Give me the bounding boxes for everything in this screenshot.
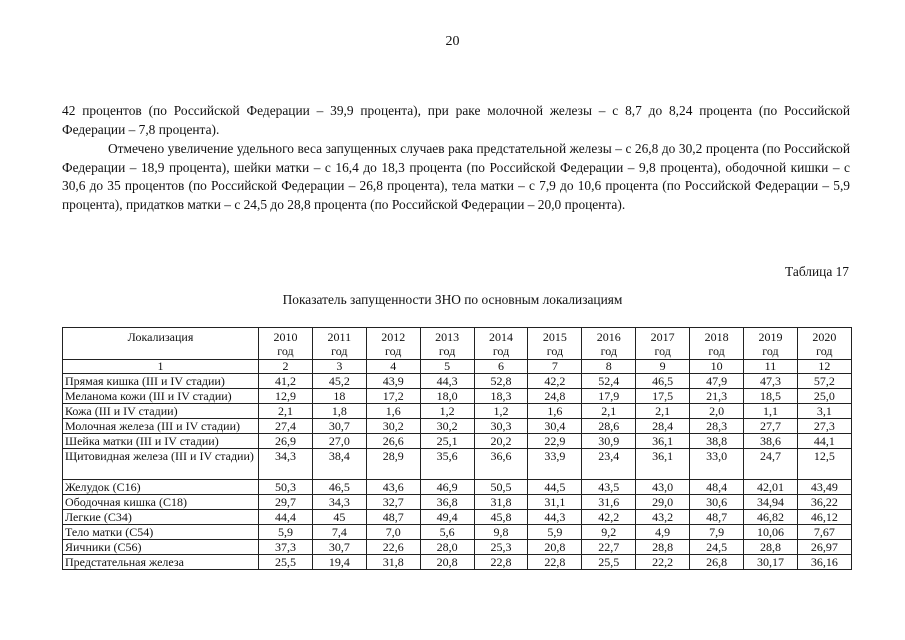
table-cell: 38,8 — [690, 434, 744, 449]
table-cell: 29,7 — [259, 495, 313, 510]
year-label: 2012 — [381, 330, 406, 344]
table-cell: 27,4 — [259, 419, 313, 434]
table-cell: 22,8 — [474, 555, 528, 570]
table-cell: 30,17 — [744, 555, 798, 570]
table-cell: 28,6 — [582, 419, 636, 434]
table-cell: 49,4 — [420, 510, 474, 525]
table-cell: 44,4 — [259, 510, 313, 525]
table-row — [63, 495, 852, 510]
table-cell: 30,7 — [312, 419, 366, 434]
table-cell: 38,6 — [744, 434, 798, 449]
table-cell: 30,4 — [528, 419, 582, 434]
row-label: Кожа (III и IV стадии) — [63, 404, 259, 419]
table-cell: 43,49 — [797, 480, 851, 495]
row-label: Ободочная кишка (С18) — [63, 495, 259, 510]
table-cell: 27,7 — [744, 419, 798, 434]
table-row — [63, 404, 852, 419]
column-header-localization: Локализация — [63, 328, 259, 360]
table-cell: 22,7 — [582, 540, 636, 555]
table-cell: 18,3 — [474, 389, 528, 404]
table-cell: 1,8 — [312, 404, 366, 419]
table-cell: 17,5 — [636, 389, 690, 404]
column-header-year — [259, 328, 313, 360]
body-text — [62, 102, 850, 215]
table-cell: 2,1 — [582, 404, 636, 419]
column-header-year — [366, 328, 420, 360]
table-cell: 4,9 — [636, 525, 690, 540]
table-cell: 26,8 — [690, 555, 744, 570]
column-number: 2 — [259, 360, 313, 374]
table-row — [63, 374, 852, 389]
table-cell: 18,5 — [744, 389, 798, 404]
table-cell: 45 — [312, 510, 366, 525]
table-cell: 2,0 — [690, 404, 744, 419]
table-cell: 36,16 — [797, 555, 851, 570]
table-cell: 26,97 — [797, 540, 851, 555]
table-row — [63, 434, 852, 449]
table-cell: 19,4 — [312, 555, 366, 570]
table-cell: 43,9 — [366, 374, 420, 389]
table-cell: 25,0 — [797, 389, 851, 404]
table-cell: 7,9 — [690, 525, 744, 540]
table-cell: 34,3 — [259, 449, 313, 480]
table-cell: 24,5 — [690, 540, 744, 555]
table-cell: 37,3 — [259, 540, 313, 555]
table-cell: 10,06 — [744, 525, 798, 540]
table-cell: 24,7 — [744, 449, 798, 480]
table-cell: 36,6 — [474, 449, 528, 480]
column-number: 12 — [797, 360, 851, 374]
table-cell: 57,2 — [797, 374, 851, 389]
table-cell: 33,9 — [528, 449, 582, 480]
table-cell: 5,6 — [420, 525, 474, 540]
table-cell: 7,4 — [312, 525, 366, 540]
table-cell: 46,5 — [636, 374, 690, 389]
table-cell: 30,6 — [690, 495, 744, 510]
column-header-year — [474, 328, 528, 360]
table-cell: 28,8 — [636, 540, 690, 555]
table-cell: 1,2 — [474, 404, 528, 419]
table-cell: 36,22 — [797, 495, 851, 510]
table-cell: 34,3 — [312, 495, 366, 510]
table-cell: 44,5 — [528, 480, 582, 495]
table-cell: 25,1 — [420, 434, 474, 449]
table-row — [63, 480, 852, 495]
year-label: 2014 — [489, 330, 513, 344]
column-header-year — [797, 328, 851, 360]
table-cell: 46,9 — [420, 480, 474, 495]
year-label: 2015 — [542, 330, 567, 344]
table-cell: 38,4 — [312, 449, 366, 480]
row-label: Желудок (С16) — [63, 480, 259, 495]
table-cell: 47,9 — [690, 374, 744, 389]
table-cell: 36,8 — [420, 495, 474, 510]
table-cell: 36,1 — [636, 434, 690, 449]
paragraph: 42 процентов (по Российской Федерации – 39,9 процента), при раке молочной железы – с 8,7 до 8,24 процента (по Российской Федерации – 7,8 процента). — [62, 103, 850, 137]
table-cell: 52,8 — [474, 374, 528, 389]
table-cell: 43,0 — [636, 480, 690, 495]
year-word: год — [654, 344, 671, 358]
table-cell: 30,2 — [366, 419, 420, 434]
table-cell: 47,3 — [744, 374, 798, 389]
table-cell: 30,7 — [312, 540, 366, 555]
year-label: 2017 — [650, 330, 675, 344]
table-cell: 28,3 — [690, 419, 744, 434]
table-cell: 30,2 — [420, 419, 474, 434]
table-cell: 22,6 — [366, 540, 420, 555]
table-cell: 7,67 — [797, 525, 851, 540]
column-number: 7 — [528, 360, 582, 374]
table-cell: 9,2 — [582, 525, 636, 540]
column-number: 4 — [366, 360, 420, 374]
table-cell: 31,8 — [366, 555, 420, 570]
year-label: 2013 — [435, 330, 460, 344]
table-cell: 31,6 — [582, 495, 636, 510]
column-header-year — [690, 328, 744, 360]
table-cell: 28,0 — [420, 540, 474, 555]
table-cell: 42,2 — [528, 374, 582, 389]
table-cell: 20,8 — [420, 555, 474, 570]
year-label: 2011 — [327, 330, 352, 344]
table-cell: 30,9 — [582, 434, 636, 449]
table-cell: 28,4 — [636, 419, 690, 434]
column-header-year — [636, 328, 690, 360]
table-cell: 52,4 — [582, 374, 636, 389]
year-label: 2010 — [273, 330, 298, 344]
table-cell: 44,3 — [420, 374, 474, 389]
column-number: 11 — [744, 360, 798, 374]
column-number: 6 — [474, 360, 528, 374]
late-stage-table — [62, 327, 852, 570]
table-cell: 9,8 — [474, 525, 528, 540]
year-label: 2018 — [704, 330, 729, 344]
table-cell: 12,9 — [259, 389, 313, 404]
table-cell: 18 — [312, 389, 366, 404]
table-cell: 25,5 — [582, 555, 636, 570]
table-cell: 42,2 — [582, 510, 636, 525]
paragraph: Отмечено увеличение удельного веса запущенных случаев рака предстательной железы – с 26,8 до 30,2 процента (по Российской Федерации – 18,9 процента), шейки матки – с 16,4 до 18,3 процента (по Российской Федерации – 9,8 процента), ободочной кишки – с 30,6 до 35 процентов (по Российской Федерации – 26,8 процента), тела матки – с 7,9 до 10,6 процента (по Российской Федерации – 5,9 процента), придатков матки – с 24,5 до 28,8 процента (по Российской Федерации – 20,0 процента). — [62, 141, 850, 212]
year-word: год — [277, 344, 294, 358]
table-cell: 5,9 — [528, 525, 582, 540]
table-cell: 22,8 — [528, 555, 582, 570]
table-cell: 20,2 — [474, 434, 528, 449]
year-word: год — [816, 344, 833, 358]
table-cell: 35,6 — [420, 449, 474, 480]
column-number: 3 — [312, 360, 366, 374]
table-cell: 45,2 — [312, 374, 366, 389]
table-cell: 36,1 — [636, 449, 690, 480]
table-cell: 1,2 — [420, 404, 474, 419]
column-number-row — [63, 360, 852, 374]
table-row — [63, 510, 852, 525]
table-cell: 26,9 — [259, 434, 313, 449]
column-number: 9 — [636, 360, 690, 374]
table-cell: 1,1 — [744, 404, 798, 419]
column-number: 10 — [690, 360, 744, 374]
table-cell: 1,6 — [528, 404, 582, 419]
column-number: 5 — [420, 360, 474, 374]
row-label: Легкие (С34) — [63, 510, 259, 525]
year-word: год — [600, 344, 617, 358]
table-cell: 1,6 — [366, 404, 420, 419]
row-label: Тело матки (С54) — [63, 525, 259, 540]
table-cell: 44,3 — [528, 510, 582, 525]
table-header-row — [63, 328, 852, 360]
table-row — [63, 389, 852, 404]
table-cell: 22,9 — [528, 434, 582, 449]
column-header-year — [420, 328, 474, 360]
column-header-year — [312, 328, 366, 360]
table-cell: 41,2 — [259, 374, 313, 389]
table-cell: 27,3 — [797, 419, 851, 434]
table-cell: 48,4 — [690, 480, 744, 495]
table-cell: 25,5 — [259, 555, 313, 570]
table-cell: 32,7 — [366, 495, 420, 510]
table-body — [63, 374, 852, 570]
page-number: 20 — [445, 34, 460, 49]
table-cell: 30,3 — [474, 419, 528, 434]
table-cell: 43,5 — [582, 480, 636, 495]
year-label: 2020 — [812, 330, 837, 344]
year-word: год — [492, 344, 510, 358]
table-cell: 23,4 — [582, 449, 636, 480]
table-cell: 21,3 — [690, 389, 744, 404]
year-word: год — [331, 344, 348, 358]
year-word: год — [438, 344, 456, 358]
table-cell: 17,9 — [582, 389, 636, 404]
table-cell: 44,1 — [797, 434, 851, 449]
table-row — [63, 540, 852, 555]
table-cell: 34,94 — [744, 495, 798, 510]
table-cell: 22,2 — [636, 555, 690, 570]
table-cell: 50,5 — [474, 480, 528, 495]
row-label: Предстательная железа — [63, 555, 259, 570]
table-cell: 43,2 — [636, 510, 690, 525]
table-cell: 50,3 — [259, 480, 313, 495]
table-cell: 31,1 — [528, 495, 582, 510]
table-row — [63, 525, 852, 540]
row-label: Щитовидная железа (III и IV стадии) — [63, 449, 259, 480]
table-cell: 29,0 — [636, 495, 690, 510]
row-label: Молочная железа (III и IV стадии) — [63, 419, 259, 434]
table-cell: 43,6 — [366, 480, 420, 495]
table-cell: 20,8 — [528, 540, 582, 555]
year-word: год — [708, 344, 725, 358]
year-word: год — [762, 344, 779, 358]
table-cell: 24,8 — [528, 389, 582, 404]
table-row — [63, 449, 852, 480]
table-title: Показатель запущенности ЗНО по основным локализациям — [282, 292, 623, 307]
table-row — [63, 555, 852, 570]
table-cell: 12,5 — [797, 449, 851, 480]
year-word: год — [385, 344, 402, 358]
table-cell: 5,9 — [259, 525, 313, 540]
column-header-year — [582, 328, 636, 360]
column-header-year — [528, 328, 582, 360]
table-cell: 7,0 — [366, 525, 420, 540]
column-number: 1 — [63, 360, 259, 374]
table-cell: 28,8 — [744, 540, 798, 555]
table-cell: 26,6 — [366, 434, 420, 449]
column-number: 8 — [582, 360, 636, 374]
table-row — [63, 419, 852, 434]
table-cell: 2,1 — [259, 404, 313, 419]
row-label: Шейка матки (III и IV стадии) — [63, 434, 259, 449]
row-label: Яичники (С56) — [63, 540, 259, 555]
year-label: 2016 — [596, 330, 621, 344]
table-cell: 28,9 — [366, 449, 420, 480]
table-cell: 48,7 — [366, 510, 420, 525]
table-cell: 27,0 — [312, 434, 366, 449]
table-cell: 42,01 — [744, 480, 798, 495]
table-cell: 46,12 — [797, 510, 851, 525]
table-cell: 45,8 — [474, 510, 528, 525]
table-cell: 46,5 — [312, 480, 366, 495]
year-label: 2019 — [758, 330, 783, 344]
row-label: Меланома кожи (III и IV стадии) — [63, 389, 259, 404]
table-cell: 33,0 — [690, 449, 744, 480]
year-word: год — [546, 344, 564, 358]
table-cell: 31,8 — [474, 495, 528, 510]
table-cell: 25,3 — [474, 540, 528, 555]
table-cell: 17,2 — [366, 389, 420, 404]
table-cell: 48,7 — [690, 510, 744, 525]
table-cell: 18,0 — [420, 389, 474, 404]
row-label: Прямая кишка (III и IV стадии) — [63, 374, 259, 389]
table-caption: Таблица 17 — [785, 264, 849, 279]
column-header-year — [744, 328, 798, 360]
table-cell: 3,1 — [797, 404, 851, 419]
table-cell: 46,82 — [744, 510, 798, 525]
table-cell: 2,1 — [636, 404, 690, 419]
